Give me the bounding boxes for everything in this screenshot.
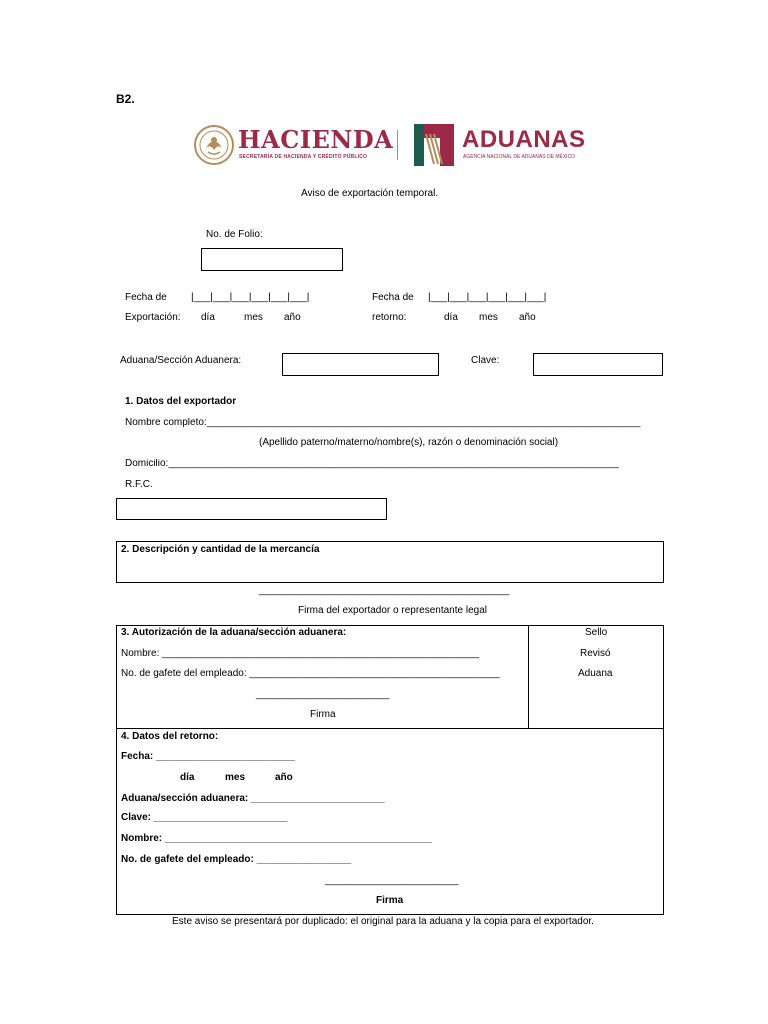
section4-firma-line: ________________________ — [325, 875, 459, 886]
form-title: Aviso de exportación temporal. — [301, 188, 439, 199]
section4-nombre-field[interactable]: Nombre: ________________________________________________ — [121, 833, 432, 844]
fecha-exportacion-label-1: Fecha de — [125, 292, 167, 303]
sello-label: Sello — [585, 627, 608, 638]
section4-fecha-field[interactable]: Fecha: _________________________ — [121, 751, 296, 762]
folio-field[interactable] — [201, 248, 343, 271]
reviso-label: Revisó — [580, 648, 611, 659]
section4-mes: mes — [225, 772, 246, 783]
folio-label: No. de Folio: — [206, 229, 263, 240]
aduanas-emblem-icon — [414, 124, 454, 166]
fecha-exportacion-field[interactable]: |___|___|___|___|___|___| — [191, 292, 310, 303]
logo-header — [192, 122, 592, 170]
firma-exportador-line: _____________________________________________ — [259, 585, 510, 596]
section4-anio: año — [275, 772, 293, 783]
fecha-retorno-label-2: retorno: — [372, 312, 407, 323]
nombre-completo-field[interactable]: Nombre completo:______________________________________________________________________________ — [125, 418, 641, 428]
fecha-exportacion-anio: año — [284, 312, 301, 323]
page-id: B2. — [116, 92, 135, 106]
aduanas-logo-title: ADUANAS — [462, 126, 586, 153]
fecha-retorno-anio: año — [519, 312, 536, 323]
aduana-field[interactable] — [282, 353, 439, 376]
fecha-retorno-mes: mes — [479, 312, 498, 323]
fecha-exportacion-label-2: Exportación: — [125, 312, 181, 323]
section4-clave-field[interactable]: Clave: ________________________ — [121, 812, 288, 823]
section2-box[interactable] — [116, 541, 664, 583]
section4-gafete-field[interactable]: No. de gafete del empleado: _________________ — [121, 854, 352, 865]
section4-firma-label: Firma — [376, 895, 404, 906]
fecha-retorno-label-1: Fecha de — [372, 292, 414, 303]
section3-firma-line: ________________________ — [256, 689, 390, 700]
section2-title: 2. Descripción y cantidad de la mercancía — [121, 544, 320, 555]
section3-nombre-field[interactable]: Nombre: _________________________________________________________ — [121, 648, 480, 659]
firma-exportador-label: Firma del exportador o representante legal — [298, 605, 487, 616]
clave-label: Clave: — [471, 355, 500, 366]
aduanas-logo-subtitle: AGENCIA NACIONAL DE ADUANAS DE MÉXICO — [463, 154, 576, 160]
rfc-label: R.F.C. — [125, 479, 153, 490]
footer-note: Este aviso se presentará por duplicado: el original para la aduana y la copia para el exportador. — [172, 916, 594, 927]
section3-firma-label: Firma — [310, 709, 336, 720]
rfc-field[interactable] — [116, 498, 387, 520]
sello-divider — [528, 625, 529, 729]
domicilio-field[interactable]: Domicilio:_________________________________________________________________________________ — [125, 459, 619, 469]
aduana-sello-label: Aduana — [578, 668, 613, 679]
mexico-crest-icon — [192, 122, 236, 168]
fecha-retorno-field[interactable]: |___|___|___|___|___|___| — [428, 292, 547, 303]
logo-divider — [397, 130, 398, 160]
section3-gafete-field[interactable]: No. de gafete del empleado: _____________________________________________ — [121, 668, 500, 679]
section1-title: 1. Datos del exportador — [125, 396, 237, 407]
section4-dia: día — [180, 772, 195, 783]
section4-divider — [116, 728, 664, 729]
fecha-retorno-dia: día — [444, 312, 458, 323]
section3-title: 3. Autorización de la aduana/sección aduanera: — [121, 627, 347, 638]
section4-title: 4. Datos del retorno: — [121, 731, 219, 742]
aduana-label: Aduana/Sección Aduanera: — [120, 355, 242, 366]
clave-field[interactable] — [533, 353, 663, 376]
section4-aduana-field[interactable]: Aduana/sección aduanera: ________________________ — [121, 793, 385, 804]
fecha-exportacion-mes: mes — [244, 312, 263, 323]
nombre-completo-hint: (Apellido paterno/materno/nombre(s), razón o denominación social) — [259, 437, 559, 448]
fecha-exportacion-dia: día — [201, 312, 215, 323]
hacienda-logo-title: HACIENDA — [238, 125, 394, 154]
hacienda-logo-subtitle: SECRETARÍA DE HACIENDA Y CRÉDITO PÚBLICO — [239, 154, 368, 160]
